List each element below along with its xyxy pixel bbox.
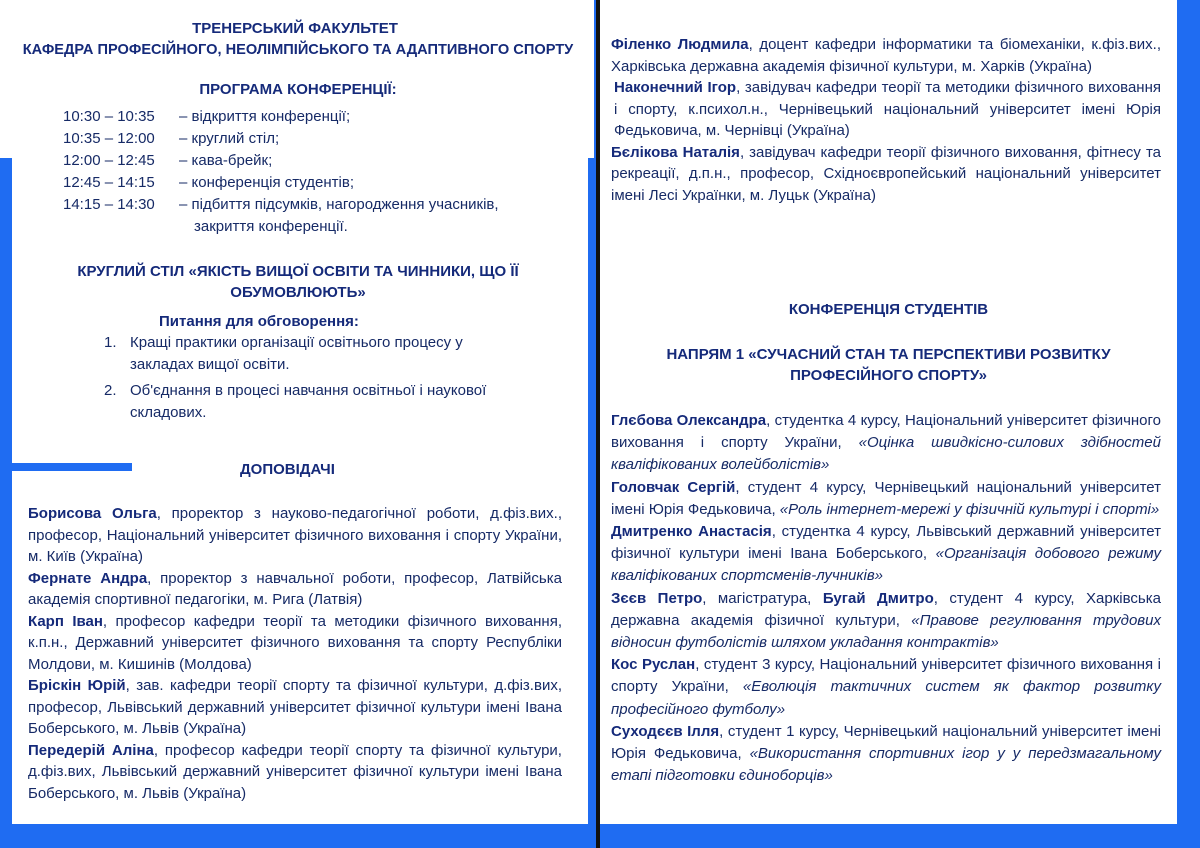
speaker-entry bbox=[611, 142, 1161, 207]
questions-label: Питання для обговорення: bbox=[159, 313, 359, 330]
schedule-time: 14:15 – 14:30 bbox=[63, 196, 155, 213]
speaker-entry bbox=[611, 34, 1161, 77]
speaker-entry bbox=[28, 568, 562, 611]
student-topic: «Використання спортивних ігор у у передзмагальному етапі підготовки єдиноборців» bbox=[611, 745, 1161, 785]
speaker-name: Філенко Людмила bbox=[611, 36, 749, 53]
question-text: Об'єднання в процесі навчання освітньої і наукової складових. bbox=[130, 382, 487, 421]
student-name: Дмитренко Анастасія bbox=[611, 523, 772, 541]
speaker-name: Наконечний Ігор bbox=[614, 79, 737, 96]
student-topic: «Оцінка швидкісно-силових здібностей кваліфікованих волейболістів» bbox=[611, 434, 1161, 474]
program-title: ПРОГРАМА КОНФЕРЕНЦІЇ: bbox=[199, 81, 397, 98]
speaker-name: Фернате Андра bbox=[28, 569, 148, 587]
question-text: Кращі практики організації освітнього процесу у закладах вищої освіти. bbox=[130, 334, 463, 373]
speaker-name: Бріскін Юрій bbox=[28, 677, 126, 694]
student-name: Кос Руслан bbox=[611, 656, 696, 674]
schedule-time: 12:45 – 14:15 bbox=[63, 174, 155, 191]
direction-title-line1: НАПРЯМ 1 «СУЧАСНИЙ СТАН ТА ПЕРСПЕКТИВИ РОЗВИТКУ bbox=[666, 346, 1111, 363]
student-entries-list bbox=[611, 410, 1161, 787]
schedule-row bbox=[63, 194, 559, 216]
student-name-second: Бугай Дмитро bbox=[822, 589, 934, 607]
student-name: Зєєв Петро bbox=[611, 589, 703, 607]
speaker-entry bbox=[28, 611, 562, 676]
speakers-right-list bbox=[611, 34, 1161, 206]
student-entry bbox=[611, 477, 1161, 521]
speaker-entry bbox=[28, 503, 562, 568]
schedule-activity: – кава-брейк; bbox=[179, 152, 273, 169]
schedule-row bbox=[63, 172, 559, 194]
program-schedule bbox=[63, 106, 559, 238]
speaker-entry bbox=[28, 740, 562, 805]
speaker-details: , зав. кафедри теорії спорту та фізичної культури, д.фіз.вих, професор, Львівський державний університет фізичної культури імені Івана Боберського, м. Львів (Україна) bbox=[28, 677, 562, 737]
speakers-left-list bbox=[28, 503, 562, 804]
student-entry bbox=[611, 410, 1161, 477]
student-topic: «Правове регулювання трудових відносин футболістів шляхом укладання контрактів» bbox=[611, 611, 1161, 652]
round-table-title-line1: КРУГЛИЙ СТІЛ «ЯКІСТЬ ВИЩОЇ ОСВІТИ ТА ЧИННИКИ, ЩО ЇЇ bbox=[77, 263, 519, 280]
questions-list bbox=[104, 332, 524, 428]
student-entry bbox=[611, 654, 1161, 721]
speaker-details: , завідувач кафедри теорії та методики фізичного виховання і спорту, к.психол.н., Чернівецький національний університет імені Юрія Федьковича, м. Чернівці (Україна) bbox=[614, 79, 1161, 139]
student-details: , студент 3 курсу, Національний університет фізичного виховання і спорту України, bbox=[611, 656, 1161, 696]
student-topic: «Роль інтернет-мережі у фізичній культурі і спорті» bbox=[779, 500, 1160, 518]
student-details: , студентка 4 курсу, Національний університет фізичного виховання і спорту України, bbox=[611, 412, 1161, 452]
schedule-time: 10:30 – 10:35 bbox=[63, 108, 155, 125]
student-entry bbox=[611, 588, 1161, 655]
faculty-title: ТРЕНЕРСЬКИЙ ФАКУЛЬТЕТ bbox=[192, 20, 398, 37]
student-name: Головчак Сергій bbox=[611, 478, 736, 496]
page-divider bbox=[596, 0, 600, 848]
student-entry bbox=[611, 721, 1161, 788]
student-name: Глєбова Олександра bbox=[611, 412, 767, 429]
speakers-title: ДОПОВІДАЧІ bbox=[240, 461, 335, 478]
speaker-name: Бєлікова Наталія bbox=[611, 143, 740, 161]
student-conference-title: КОНФЕРЕНЦІЯ СТУДЕНТІВ bbox=[788, 301, 989, 318]
schedule-activity: – відкриття конференції; bbox=[179, 108, 351, 125]
student-entry bbox=[611, 521, 1161, 588]
speaker-details: , професор кафедри теорії спорту та фізичної культури, д.фіз.вих, Львівський державний університет фізичної культури імені Івана Боберського, м. Львів (Україна) bbox=[28, 741, 562, 802]
round-table-title bbox=[0, 261, 596, 303]
schedule-time: 12:00 – 12:45 bbox=[63, 152, 155, 169]
speaker-details: , проректор з навчальної роботи, професор, Латвійська академія спортивної педагогіки, м. Рига (Латвія) bbox=[28, 569, 562, 608]
student-name: Суходєєв Ілля bbox=[611, 722, 720, 740]
schedule-activity: – конференція студентів; bbox=[179, 174, 354, 191]
department-title: КАФЕДРА ПРОФЕСІЙНОГО, НЕОЛІМПІЙСЬКОГО ТА АДАПТИВНОГО СПОРТУ bbox=[22, 42, 574, 58]
speaker-details: , проректор з науково-педагогічної роботи, д.фіз.вих., професор, Національний університет фізичного виховання і спорту України, м. Київ (Україна) bbox=[28, 505, 562, 565]
student-details: , студент 1 курсу, Чернівецький національний університет імені Юрія Федьковича, bbox=[611, 722, 1162, 763]
direction-title-line2: ПРОФЕСІЙНОГО СПОРТУ» bbox=[790, 367, 987, 384]
student-topic: «Еволюція тактичних систем як фактор розвитку професійного футболу» bbox=[611, 678, 1162, 718]
student-details: , магістратура, bbox=[702, 589, 823, 607]
schedule-row bbox=[63, 106, 559, 128]
student-topic: «Організація добового режиму кваліфікованих спортсменів-лучників» bbox=[611, 545, 1161, 585]
speaker-details: , доцент кафедри інформатики та біомеханіки, к.фіз.вих., Харківська державна академія фізичної культури, м. Харків (Україна) bbox=[611, 36, 1161, 75]
student-details: , студент 4 курсу, Чернівецький національний університет імені Юрія Федьковича, bbox=[611, 478, 1161, 518]
speaker-details: , завідувач кафедри теорії фізичного виховання, фітнесу та рекреації, д.п.н., професор, Східноєвропейський національний університет імені Лесі Українки, м. Луцьк (Україна) bbox=[611, 143, 1161, 204]
question-item bbox=[104, 380, 524, 424]
schedule-row bbox=[63, 128, 559, 150]
question-number: 1. bbox=[104, 334, 117, 351]
student-details: , студентка 4 курсу, Львівський державний університет фізичної культури імені Івана Боберського, bbox=[611, 523, 1161, 563]
schedule-row bbox=[63, 150, 559, 172]
speaker-entry bbox=[28, 675, 562, 740]
speaker-name: Карп Іван bbox=[28, 612, 103, 630]
student-details-second: , студент 4 курсу, Харківська державна академія фізичної культури, bbox=[611, 589, 1161, 629]
question-number: 2. bbox=[104, 382, 117, 399]
decor-bar bbox=[12, 463, 132, 471]
schedule-time: 10:35 – 12:00 bbox=[63, 130, 155, 147]
schedule-activity: – підбиття підсумків, нагородження учасників, bbox=[179, 196, 499, 213]
direction-title bbox=[600, 344, 1177, 386]
speaker-name: Борисова Ольга bbox=[28, 505, 157, 522]
schedule-activity: – круглий стіл; bbox=[179, 130, 280, 147]
speaker-details: , професор кафедри теорії та методики фізичного виховання, к.п.н., Державний університет фізичного виховання та спорту Республіки Молдови, м. Кишинів (Молдова) bbox=[28, 612, 562, 673]
speaker-entry bbox=[611, 77, 1161, 142]
speaker-name: Передерій Аліна bbox=[28, 741, 154, 759]
round-table-title-line2: ОБУМОВЛЮЮТЬ» bbox=[230, 284, 366, 301]
schedule-continuation: закриття конференції. bbox=[194, 218, 348, 235]
question-item bbox=[104, 332, 524, 376]
